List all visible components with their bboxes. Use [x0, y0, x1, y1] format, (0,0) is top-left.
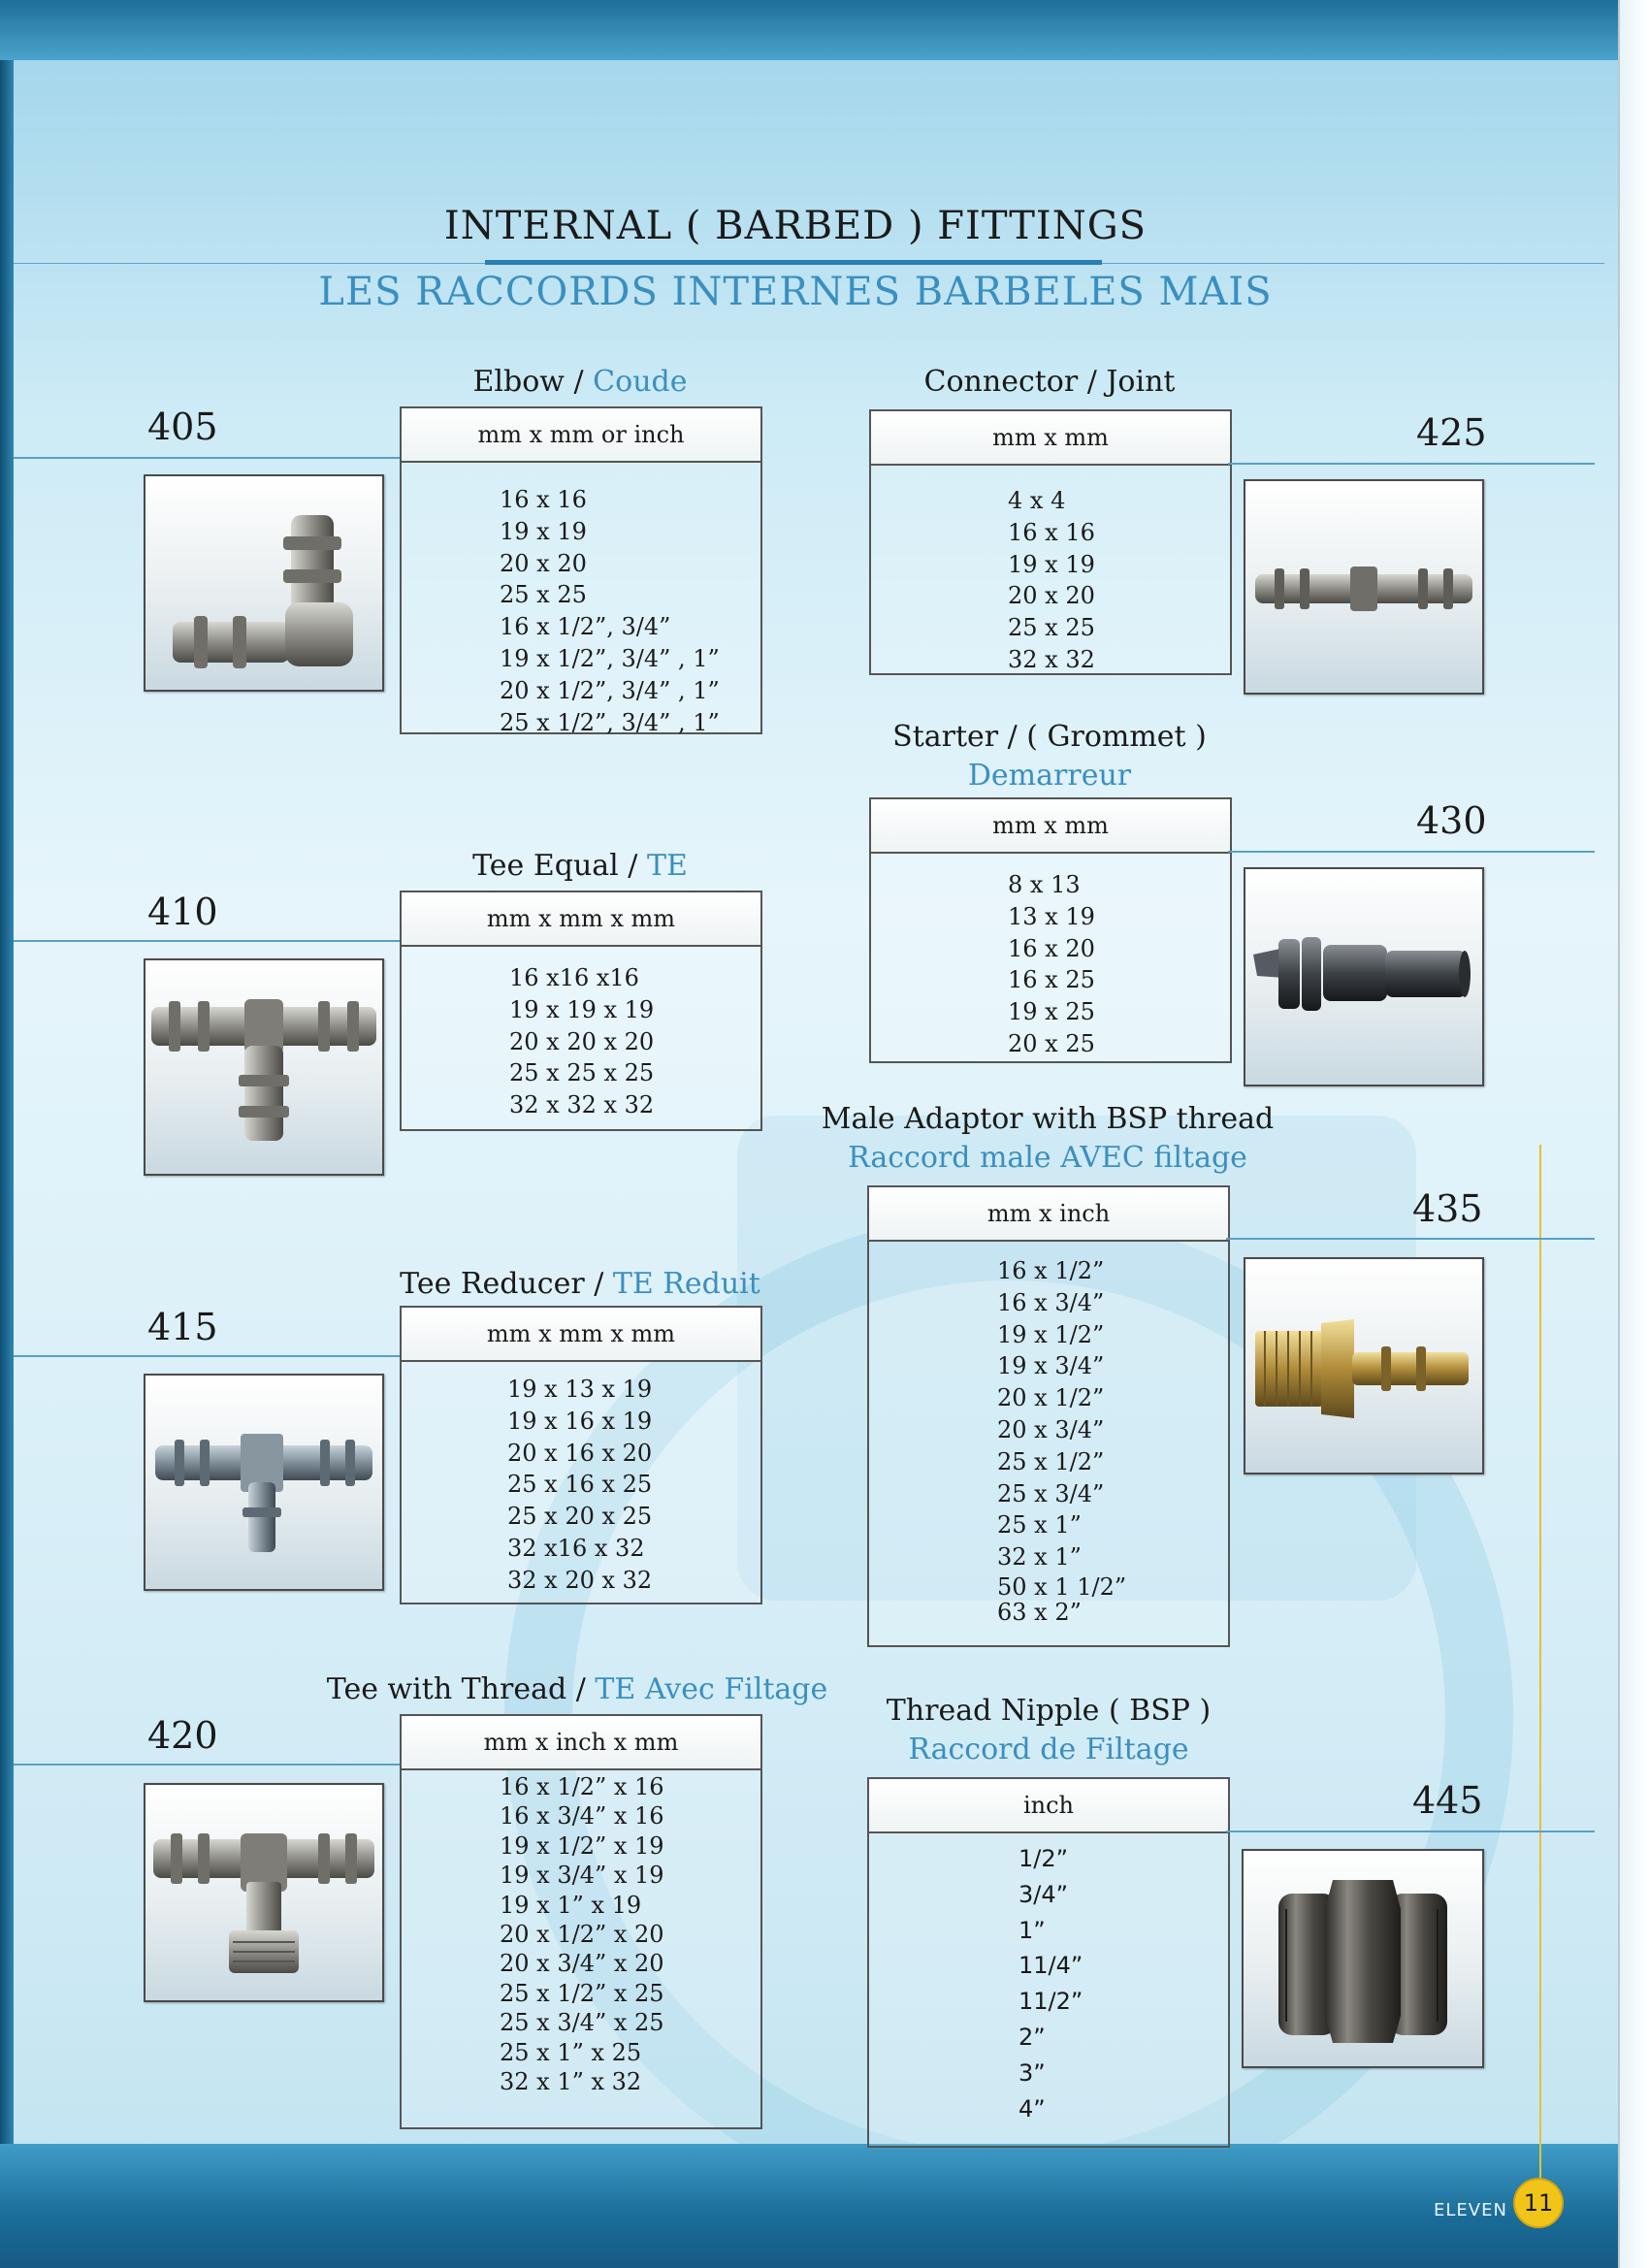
- size-table-405: [400, 406, 762, 734]
- size-row: 16 x 3/4” x 16: [500, 1802, 664, 1831]
- section-rule-420: [14, 1764, 402, 1766]
- size-row: 25 x 1/2” x 25: [500, 1979, 664, 2007]
- size-row: 19 x 3/4”: [997, 1352, 1105, 1380]
- size-row: 16 x 1/2”: [997, 1257, 1105, 1284]
- size-row: 19 x 19: [500, 517, 587, 545]
- table-header: mm x mm x mm: [402, 892, 760, 947]
- size-table-410: [400, 891, 762, 1131]
- size-row: 19 x 1/2” x 19: [500, 1831, 664, 1860]
- table-header: mm x mm or inch: [402, 408, 760, 463]
- size-row: 25 x 25: [500, 581, 587, 609]
- size-row: 16 x 16: [500, 486, 587, 513]
- size-row: 16 x16 x16: [509, 964, 639, 991]
- product-title-445: Thread Nipple ( BSP ): [886, 1694, 1212, 1728]
- size-list-445: [869, 1833, 1228, 2126]
- bottom-color-band: [0, 2144, 1649, 2268]
- size-row: 11/4”: [1018, 1952, 1083, 1980]
- size-row: 4”: [1018, 2094, 1046, 2122]
- size-row: 25 x 20 x 25: [507, 1503, 653, 1531]
- size-row: 25 x 25: [1008, 614, 1095, 642]
- size-table-445: [867, 1777, 1230, 2148]
- size-row: 1/2”: [1018, 1845, 1069, 1872]
- size-row: 25 x 1/2”, 3/4” , 1”: [500, 708, 720, 736]
- product-title-fr-445: Raccord de Filtage: [908, 1733, 1189, 1766]
- size-list-420: [402, 1770, 760, 2096]
- size-row: 19 x 19 x 19: [509, 995, 655, 1023]
- size-row: 1”: [1018, 1916, 1046, 1944]
- product-number-435: 435: [1412, 1187, 1483, 1230]
- size-row: 11/2”: [1018, 1988, 1083, 2016]
- size-row: 19 x 3/4” x 19: [500, 1862, 664, 1890]
- size-row: 20 x 3/4” x 20: [500, 1950, 664, 1978]
- size-row: 3/4”: [1018, 1880, 1069, 1908]
- page-subtitle: LES RACCORDS INTERNES BARBELES MAIS: [318, 270, 1273, 314]
- connector-photo: [1244, 479, 1484, 695]
- product-number-425: 425: [1416, 411, 1487, 454]
- size-row: 16 x 16: [1008, 518, 1095, 546]
- page-number-badge: 11: [1513, 2178, 1564, 2228]
- size-row: 16 x 1/2”, 3/4”: [500, 613, 671, 641]
- table-header: mm x mm: [871, 411, 1230, 466]
- tee-equal-photo: [144, 958, 384, 1176]
- size-row: 25 x 1”: [997, 1511, 1082, 1539]
- size-table-415: [400, 1306, 762, 1604]
- section-rule-405: [14, 457, 402, 459]
- product-title-fr-430: Demarreur: [967, 759, 1132, 793]
- product-title-430: Starter / ( Grommet ): [892, 720, 1207, 754]
- starter-grommet-photo: [1244, 867, 1484, 1086]
- size-row: 19 x 1” x 19: [500, 1891, 642, 1919]
- size-row: 32 x 32: [1008, 645, 1095, 673]
- page-right-edge: [1618, 0, 1649, 2268]
- size-list-415: [402, 1362, 760, 1597]
- product-title-405: Elbow / Coude: [472, 365, 688, 399]
- size-row: 3”: [1018, 2058, 1046, 2087]
- size-row: 19 x 1/2”, 3/4” , 1”: [500, 644, 720, 672]
- size-row: 25 x 3/4” x 25: [500, 2009, 664, 2037]
- size-row: 19 x 1/2”: [997, 1320, 1105, 1348]
- size-list-430: [871, 854, 1230, 1060]
- size-row: 19 x 19: [1008, 550, 1095, 578]
- size-row: 20 x 25: [1008, 1029, 1095, 1057]
- size-row: 20 x 1/2” x 20: [500, 1921, 664, 1949]
- table-header: mm x mm x mm: [402, 1308, 760, 1362]
- yellow-margin-line: [1539, 1145, 1541, 2187]
- thread-nipple-photo: [1242, 1849, 1484, 2068]
- size-row: 16 x 25: [1008, 966, 1095, 994]
- size-row: 20 x 20: [1008, 582, 1095, 610]
- page-word: ELEVEN: [1434, 2200, 1507, 2220]
- size-row: 16 x 1/2” x 16: [500, 1773, 664, 1800]
- product-title-425: Connector / Joint: [923, 365, 1176, 399]
- page-left-edge: [0, 0, 14, 2268]
- top-color-band: [0, 0, 1649, 60]
- section-rule-425: [1228, 463, 1595, 465]
- title-underline: [485, 260, 1102, 265]
- product-title-fr-435: Raccord male AVEC filtage: [848, 1141, 1247, 1175]
- size-row: 32 x 20 x 32: [507, 1566, 653, 1594]
- product-number-420: 420: [147, 1714, 218, 1757]
- size-row: 63 x 2”: [997, 1598, 1082, 1626]
- size-list-425: [871, 466, 1230, 676]
- male-adaptor-photo: [1244, 1257, 1484, 1474]
- size-row: 32 x 1”: [997, 1543, 1082, 1571]
- size-table-435: [867, 1185, 1230, 1647]
- size-row: 25 x 3/4”: [997, 1479, 1105, 1507]
- size-row: 20 x 1/2”, 3/4” , 1”: [500, 676, 720, 704]
- size-row: 50 x 1 1/2”: [997, 1572, 1127, 1601]
- size-row: 32 x 32 x 32: [509, 1091, 655, 1119]
- table-header: mm x inch: [869, 1187, 1228, 1242]
- size-table-430: [869, 797, 1232, 1063]
- table-header: inch: [869, 1779, 1228, 1833]
- product-number-410: 410: [147, 891, 218, 933]
- size-row: 19 x 25: [1008, 998, 1095, 1026]
- table-header: mm x inch x mm: [402, 1716, 760, 1770]
- product-title-415: Tee Reducer / TE Reduit: [400, 1267, 760, 1301]
- size-row: 25 x 25 x 25: [509, 1059, 655, 1087]
- tee-reducer-photo: [144, 1374, 384, 1591]
- product-title-420: Tee with Thread / TE Avec Filtage: [326, 1672, 828, 1706]
- size-row: 25 x 16 x 25: [507, 1471, 653, 1499]
- section-rule-435: [1226, 1238, 1595, 1240]
- size-row: 20 x 20 x 20: [509, 1027, 655, 1055]
- section-rule-410: [14, 940, 402, 942]
- product-number-405: 405: [147, 405, 218, 448]
- size-row: 20 x 3/4”: [997, 1415, 1105, 1443]
- size-row: 4 x 4: [1008, 487, 1066, 514]
- size-row: 20 x 20: [500, 549, 587, 577]
- size-row: 20 x 16 x 20: [507, 1439, 653, 1467]
- section-rule-445: [1226, 1831, 1595, 1832]
- size-table-425: [869, 409, 1232, 675]
- size-list-410: [402, 947, 760, 1121]
- size-row: 32 x 1” x 32: [500, 2068, 642, 2096]
- size-row: 2”: [1018, 2023, 1046, 2051]
- page-title: INTERNAL ( BARBED ) FITTINGS: [443, 204, 1148, 248]
- table-header: mm x mm: [871, 799, 1230, 854]
- tee-with-thread-photo: [144, 1783, 384, 2002]
- section-rule-430: [1228, 851, 1595, 853]
- size-row: 16 x 20: [1008, 934, 1095, 962]
- size-list-405: [402, 463, 760, 738]
- size-row: 19 x 13 x 19: [507, 1376, 653, 1403]
- size-row: 8 x 13: [1008, 871, 1081, 898]
- size-list-435: [869, 1242, 1228, 1624]
- size-row: 32 x16 x 32: [507, 1534, 645, 1562]
- product-title-435: Male Adaptor with BSP thread: [821, 1102, 1275, 1136]
- size-row: 19 x 16 x 19: [507, 1407, 653, 1435]
- elbow-fitting-photo: [144, 474, 384, 692]
- section-rule-415: [14, 1355, 402, 1357]
- size-row: 20 x 1/2”: [997, 1384, 1105, 1412]
- product-number-445: 445: [1412, 1779, 1483, 1822]
- size-row: 13 x 19: [1008, 902, 1095, 930]
- size-table-420: [400, 1714, 762, 2129]
- size-row: 25 x 1” x 25: [500, 2038, 642, 2066]
- size-row: 16 x 3/4”: [997, 1288, 1105, 1316]
- product-number-430: 430: [1416, 799, 1487, 842]
- product-title-410: Tee Equal / TE: [472, 849, 688, 883]
- size-row: 25 x 1/2”: [997, 1447, 1105, 1475]
- product-number-415: 415: [147, 1306, 218, 1348]
